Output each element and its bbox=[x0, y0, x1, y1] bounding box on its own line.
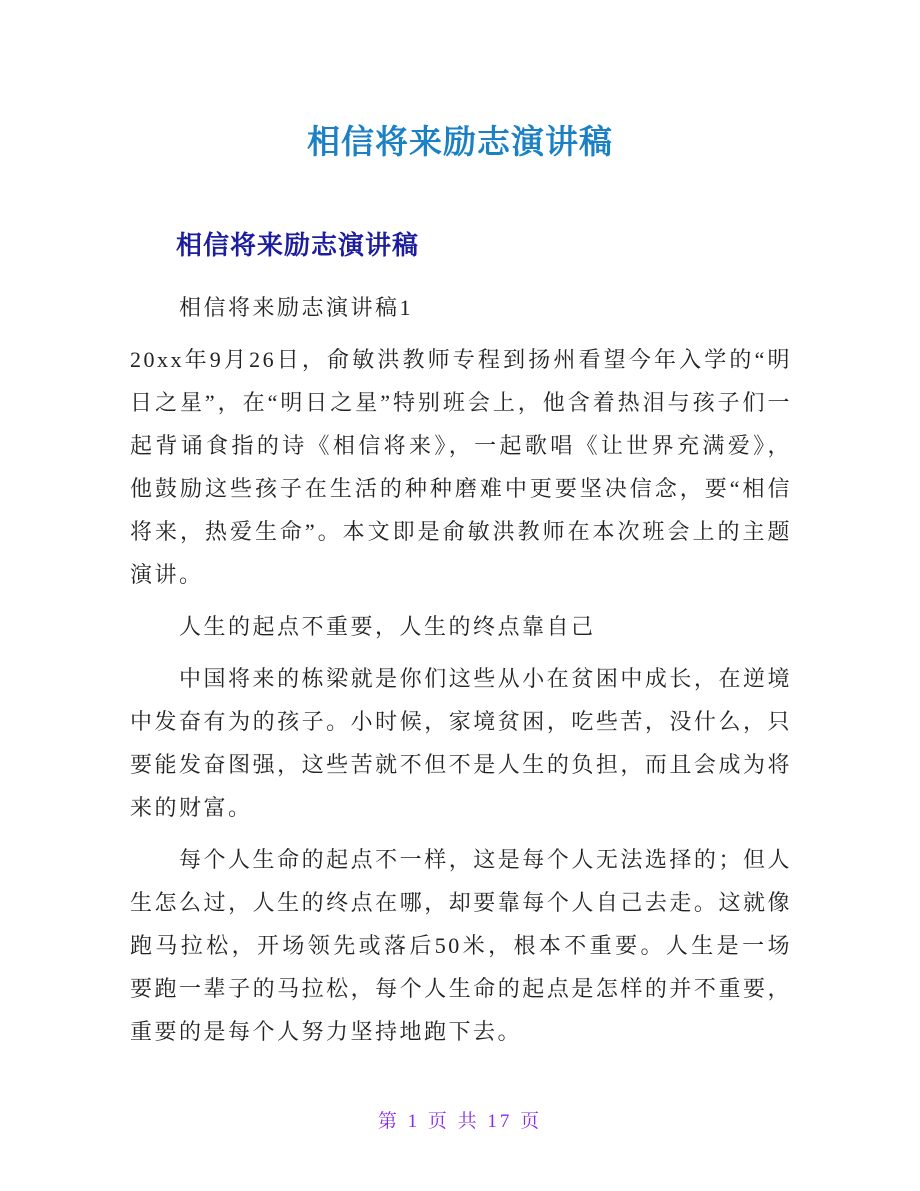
body-paragraph: 每个人生命的起点不一样，这是每个人无法选择的；但人生怎么过，人生的终点在哪，却要靠每个人自己去走。这就像跑马拉松，开场领先或落后50米，根本不重要。人生是一场要跑一辈子的马拉松，每个人生命的起点是怎样的并不重要，重要的是每个人努力坚持地跑下去。 bbox=[130, 847, 792, 1044]
page-number: 第 1 页 共 17 页 bbox=[377, 1111, 543, 1132]
body-paragraph: 20xx年9月26日，俞敏洪教师专程到扬州看望今年入学的“明日之星”，在“明日之星”特别班会上，他含着热泪与孩子们一起背诵食指的诗《相信将来》，一起歌唱《让世界充满爱》，他鼓励这些孩子在生活的种种磨难中更要坚决信念，要“相信将来，热爱生命”。本文即是俞敏洪教师在本次班会上的主题演讲。 bbox=[130, 347, 792, 587]
document-body bbox=[130, 286, 792, 1053]
body-paragraph: 相信将来励志演讲稿1 bbox=[179, 295, 414, 320]
document-title: 相信将来励志演讲稿 bbox=[307, 123, 613, 160]
body-paragraph: 人生的起点不重要，人生的终点靠自己 bbox=[179, 614, 596, 639]
section-heading: 相信将来励志演讲稿 bbox=[176, 230, 420, 260]
body-paragraph: 中国将来的栋梁就是你们这些从小在贫困中成长，在逆境中发奋有为的孩子。小时候，家境贫困，吃些苦，没什么，只要能发奋图强，这些苦就不但不是人生的负担，而且会成为将来的财富。 bbox=[130, 666, 792, 820]
